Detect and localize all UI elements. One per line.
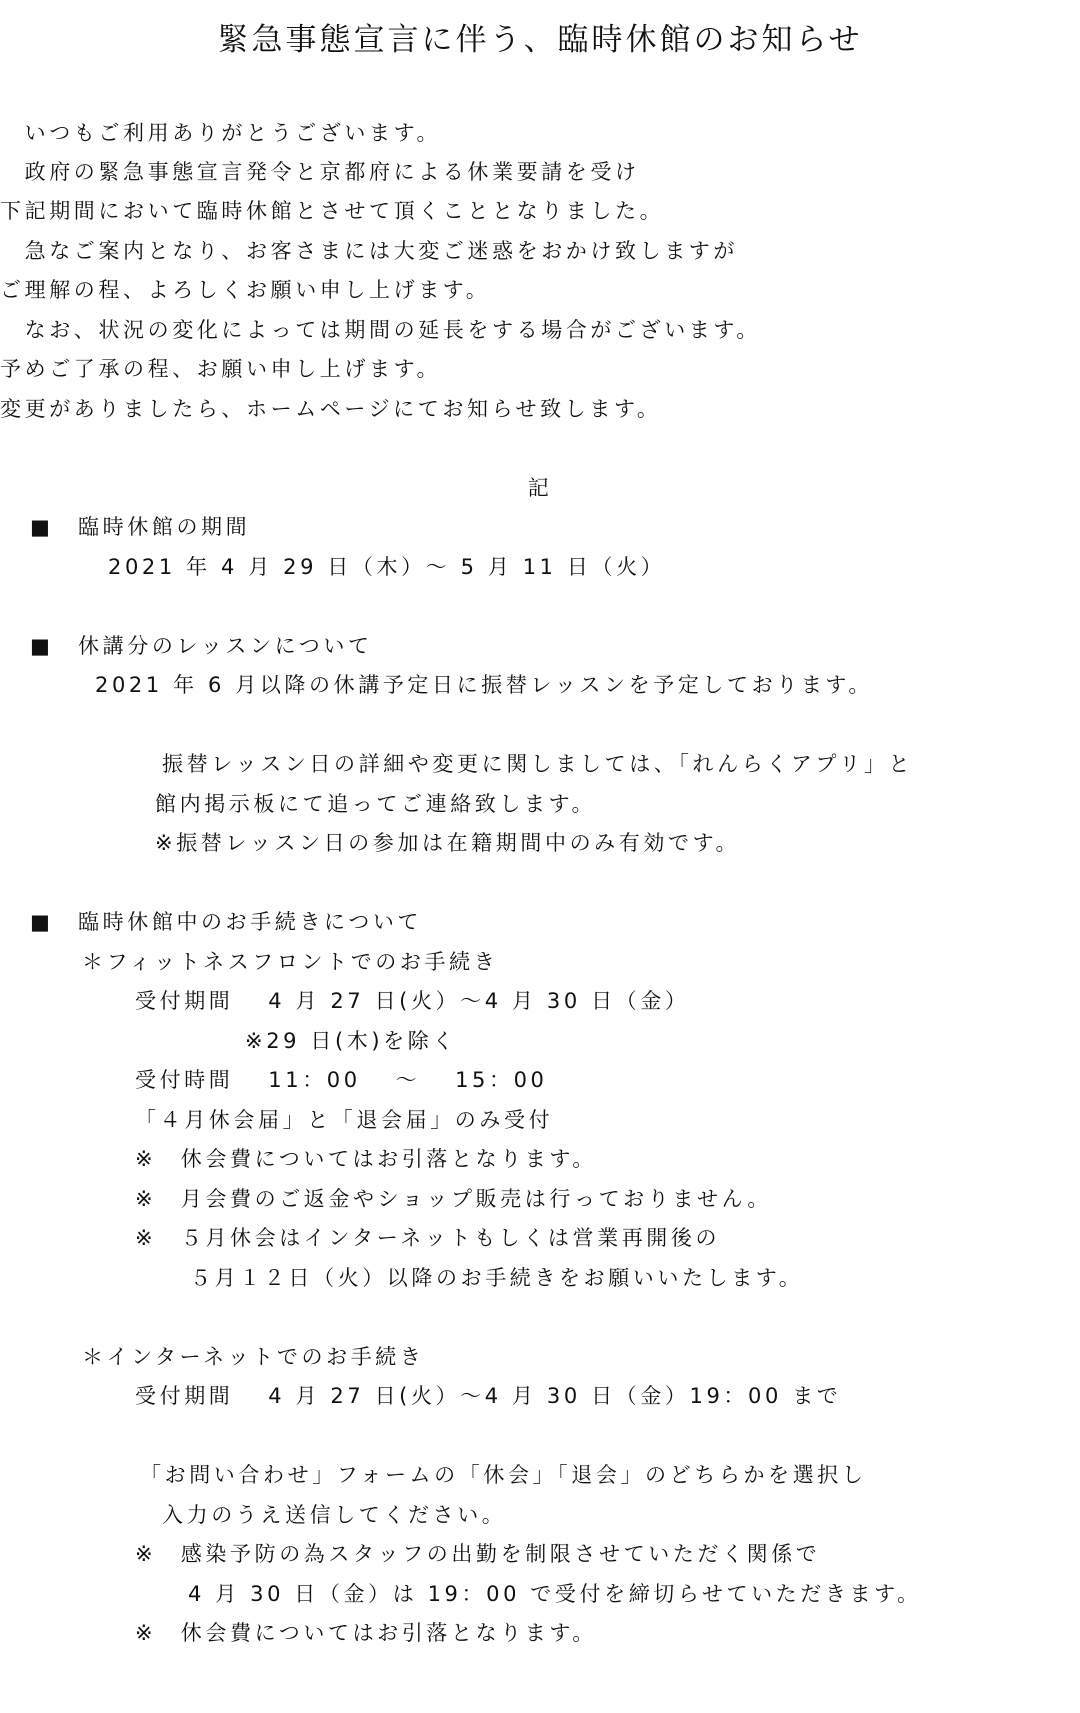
internet-note-2: 4 月 30 日（金）は 19：00 で受付を締切らせていただきます。 [188,1582,922,1606]
notice-title: 緊急事態宣言に伴う、臨時休館のお知らせ [217,22,863,58]
intro-line-5: ご理解の程、よろしくお願い申し上げます。 [0,278,491,302]
front-accept: 「４月休会届」と「退会届」のみ受付 [135,1108,554,1132]
section-heading-closure-period: ■ 臨時休館の期間 [30,515,251,539]
lessons-line-1: 2021 年 6 月以降の休講予定日に振替レッスンを予定しております。 [95,673,873,697]
internet-form-line-1: 「お問い合わせ」フォームの「休会」「退会」のどちらかを選択し [140,1463,867,1487]
intro-line-3: 下記期間において臨時休館とさせて頂くこととなりました。 [0,199,665,223]
internet-subheading: ＊インターネットでのお手続き [82,1345,425,1369]
intro-line-7: 予めご了承の程、お願い申し上げます。 [0,357,442,381]
front-exclude: ※29 日(木)を除く [245,1029,457,1053]
front-note-4: ５月１２日（火）以降のお手続きをお願いいたします。 [190,1266,804,1290]
section-heading-lessons: ■ 休講分のレッスンについて [30,634,373,658]
section-heading-procedures: ■ 臨時休館中のお手続きについて [30,910,423,934]
intro-line-4: 急なご案内となり、お客さまには大変ご迷惑をおかけ致しますが [0,239,738,263]
front-hours: 受付時間 11：00 ～ 15：00 [135,1068,548,1092]
closure-period-dates: 2021 年 4 月 29 日（木）～ 5 月 11 日（火） [108,555,666,579]
internet-form-line-2: 入力のうえ送信してください。 [162,1503,507,1527]
internet-note-3: ※ 休会費についてはお引落となります。 [135,1621,597,1645]
intro-line-2: 政府の緊急事態宣言発令と京都府による休業要請を受け [0,160,640,184]
front-subheading: ＊フィットネスフロントでのお手続き [82,950,499,974]
front-note-1: ※ 休会費についてはお引落となります。 [135,1147,597,1171]
intro-line-8: 変更がありましたら、ホームページにてお知らせ致します。 [0,397,662,421]
front-note-3: ※ ５月休会はインターネットもしくは営業再開後の [135,1226,721,1250]
lessons-line-4: ※振替レッスン日の参加は在籍期間中のみ有効です。 [155,831,741,855]
front-note-2: ※ 月会費のご返金やショップ販売は行っておりません。 [135,1187,773,1211]
internet-period: 受付期間 4 月 27 日(火）～4 月 30 日（金）19：00 まで [135,1384,842,1408]
lessons-line-3: 館内掲示板にて追ってご連絡致します。 [155,792,597,816]
internet-note-1: ※ 感染予防の為スタッフの出勤を制限させていただく関係で [135,1542,821,1566]
front-period: 受付期間 4 月 27 日(火）～4 月 30 日（金） [135,989,690,1013]
lessons-line-2: 振替レッスン日の詳細や変更に関しましては、「れんらくアプリ」と [162,752,914,776]
intro-line-6: なお、状況の変化によっては期間の延長をする場合がございます。 [0,318,761,342]
intro-line-1: いつもご利用ありがとうございます。 [0,121,442,145]
ki-marker: 記 [527,476,553,500]
